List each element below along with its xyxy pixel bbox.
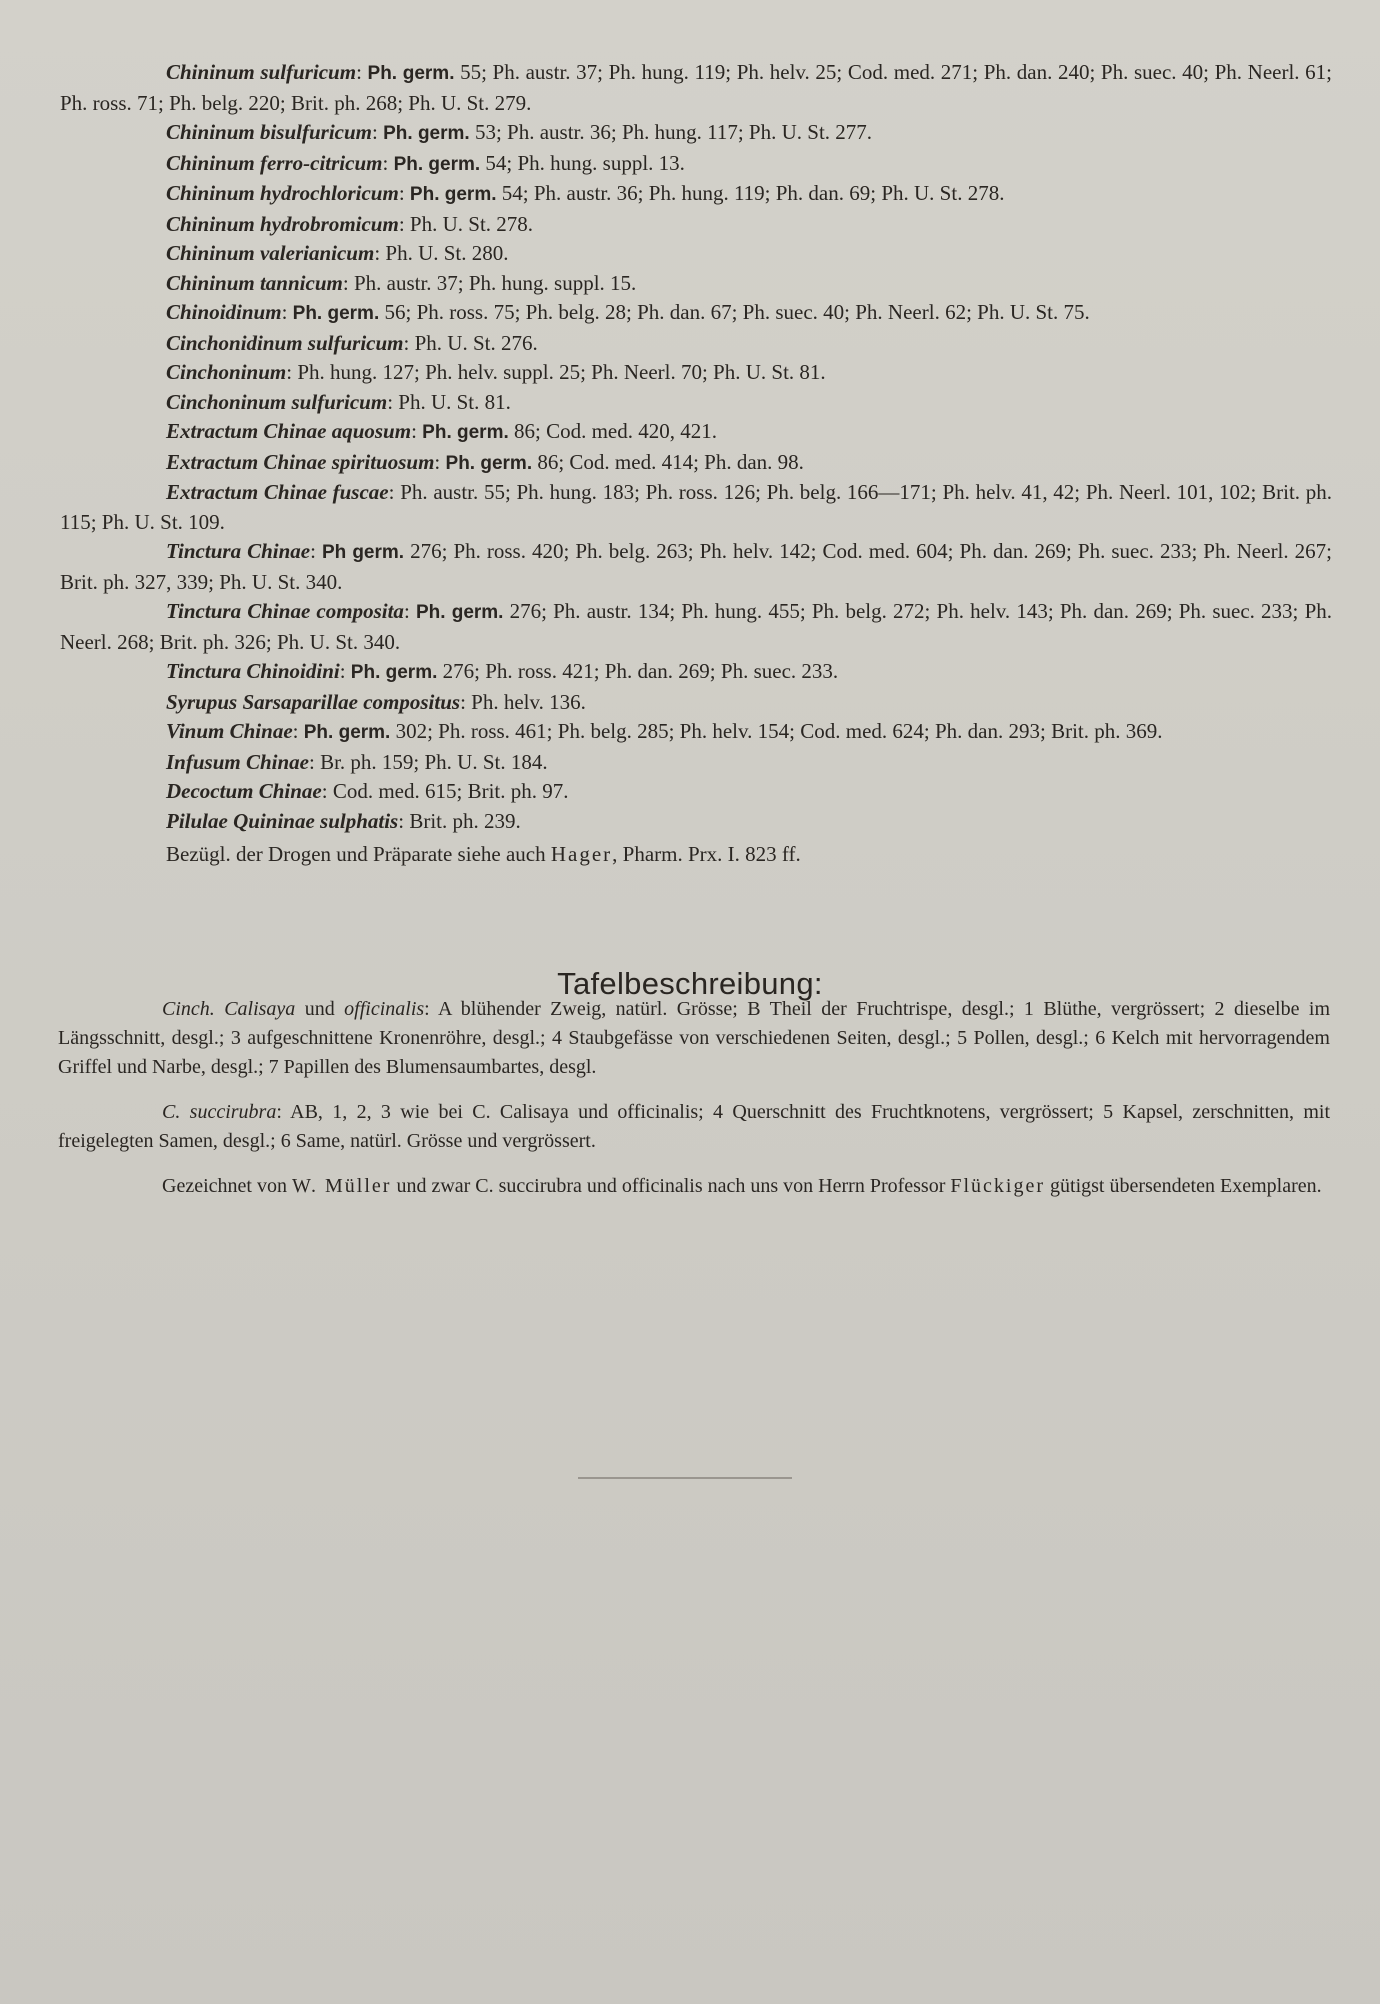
plate-paragraph: Gezeichnet von W. Müller und zwar C. succirubra und officinalis nach uns von Herrn Professor Flückiger gütigst übersendeten Exemplaren. [162,1175,1322,1197]
plate-paragraph: Cinch. Calisaya und officinalis: A blühender Zweig, natürl. Grösse; B Theil der Fruchtrispe, desgl.; 1 Blüthe, vergrössert; 2 dieselbe im Längsschnitt, desgl.; 3 aufgeschnittene Kronenröhre, desgl.; 4 Staubgefässe von verschiedenen Seiten, desgl.; 5 Pollen, desgl.; 6 Kelch mit hervorragendem Griffel und Narbe, desgl.; 7 Papillen des Blumensaumbartes, desgl. [58,998,1331,1078]
entry: Chininum tannicum: Ph. austr. 37; Ph. hung. suppl. 15. [166,270,637,295]
entry: Chininum ferro-citricum: Ph. germ. 54; Ph. hung. suppl. 13. [166,150,685,175]
entry: Decoctum Chinae: Cod. med. 615; Brit. ph. 97. [166,779,569,803]
entry: Extractum Chinae fuscae: Ph. austr. 55; Ph. hung. 183; Ph. ross. 126; Ph. belg. 166—171; Ph. helv. 41, 42; Ph. Neerl. 101, 102; Brit. ph. 115; Ph. U. St. 109. [60,480,1332,534]
entry: Vinum Chinae: Ph. germ. 302; Ph. ross. 461; Ph. belg. 285; Ph. helv. 154; Cod. med. 624; Ph. dan. 293; Brit. ph. 369. [166,719,1163,743]
reference-note: Bezügl. der Drogen und Präparate siehe auch Hager, Pharm. Prx. I. 823 ff. [166,842,801,866]
entry: Cinchoninum: Ph. hung. 127; Ph. helv. suppl. 25; Ph. Neerl. 70; Ph. U. St. 81. [166,360,826,384]
closing-rule [578,1477,792,1479]
entry: Syrupus Sarsaparillae compositus: Ph. helv. 136. [166,689,586,714]
entry: Infusum Chinae: Br. ph. 159; Ph. U. St. 184. [166,749,548,774]
entry: Extractum Chinae aquosum: Ph. germ. 86; Cod. med. 420, 421. [166,419,717,443]
plate-description-heading: Tafelbeschreibung: [557,965,823,1001]
entry: Tinctura Chinoidini: Ph. germ. 276; Ph. ross. 421; Ph. dan. 269; Ph. suec. 233. [166,659,839,683]
entry: Extractum Chinae spirituosum: Ph. germ. 86; Cod. med. 414; Ph. dan. 98. [166,449,804,474]
entry: Chininum hydrobromicum: Ph. U. St. 278. [166,211,534,236]
pharmacopoeia-references [60,58,1332,870]
entry: Cinchoninum sulfuricum: Ph. U. St. 81. [166,389,511,414]
entry: Pilulae Quininae sulphatis: Brit. ph. 239. [166,808,521,833]
plate-description [58,995,1330,1217]
entry: Tinctura Chinae: Ph germ. 276; Ph. ross. 420; Ph. belg. 263; Ph. helv. 142; Cod. med. 604; Ph. dan. 269; Ph. suec. 233; Ph. Neerl. 267; Brit. ph. 327, 339; Ph. U. St. 340. [60,539,1332,594]
entry: Cinchonidinum sulfuricum: Ph. U. St. 276. [166,330,538,355]
entry: Chininum hydrochloricum: Ph. germ. 54; Ph. austr. 36; Ph. hung. 119; Ph. dan. 69; Ph. U. St. 278. [166,181,1005,205]
plate-paragraph: C. succirubra: AB, 1, 2, 3 wie bei C. Calisaya und officinalis; 4 Querschnitt des Fruchtknotens, vergrössert; 5 Kapsel, zerschnitten, mit freigelegten Samen, desgl.; 6 Same, natürl. Grösse und vergrössert. [58,1101,1331,1152]
entry: Chininum valerianicum: Ph. U. St. 280. [166,241,509,265]
entry: Tinctura Chinae composita: Ph. germ. 276; Ph. austr. 134; Ph. hung. 455; Ph. belg. 272; Ph. helv. 143; Ph. dan. 269; Ph. suec. 233; Ph. Neerl. 268; Brit. ph. 326; Ph. U. St. 340. [60,599,1332,654]
entry: Chininum sulfuricum: Ph. germ. 55; Ph. austr. 37; Ph. hung. 119; Ph. helv. 25; Cod. med. 271; Ph. dan. 240; Ph. suec. 40; Ph. Neerl. 61; Ph. ross. 71; Ph. belg. 220; Brit. ph. 268; Ph. U. St. 279. [60,60,1333,115]
entry: Chinoidinum: Ph. germ. 56; Ph. ross. 75; Ph. belg. 28; Ph. dan. 67; Ph. suec. 40; Ph. Neerl. 62; Ph. U. St. 75. [166,300,1090,324]
entry: Chininum bisulfuricum: Ph. germ. 53; Ph. austr. 36; Ph. hung. 117; Ph. U. St. 277. [166,120,873,144]
